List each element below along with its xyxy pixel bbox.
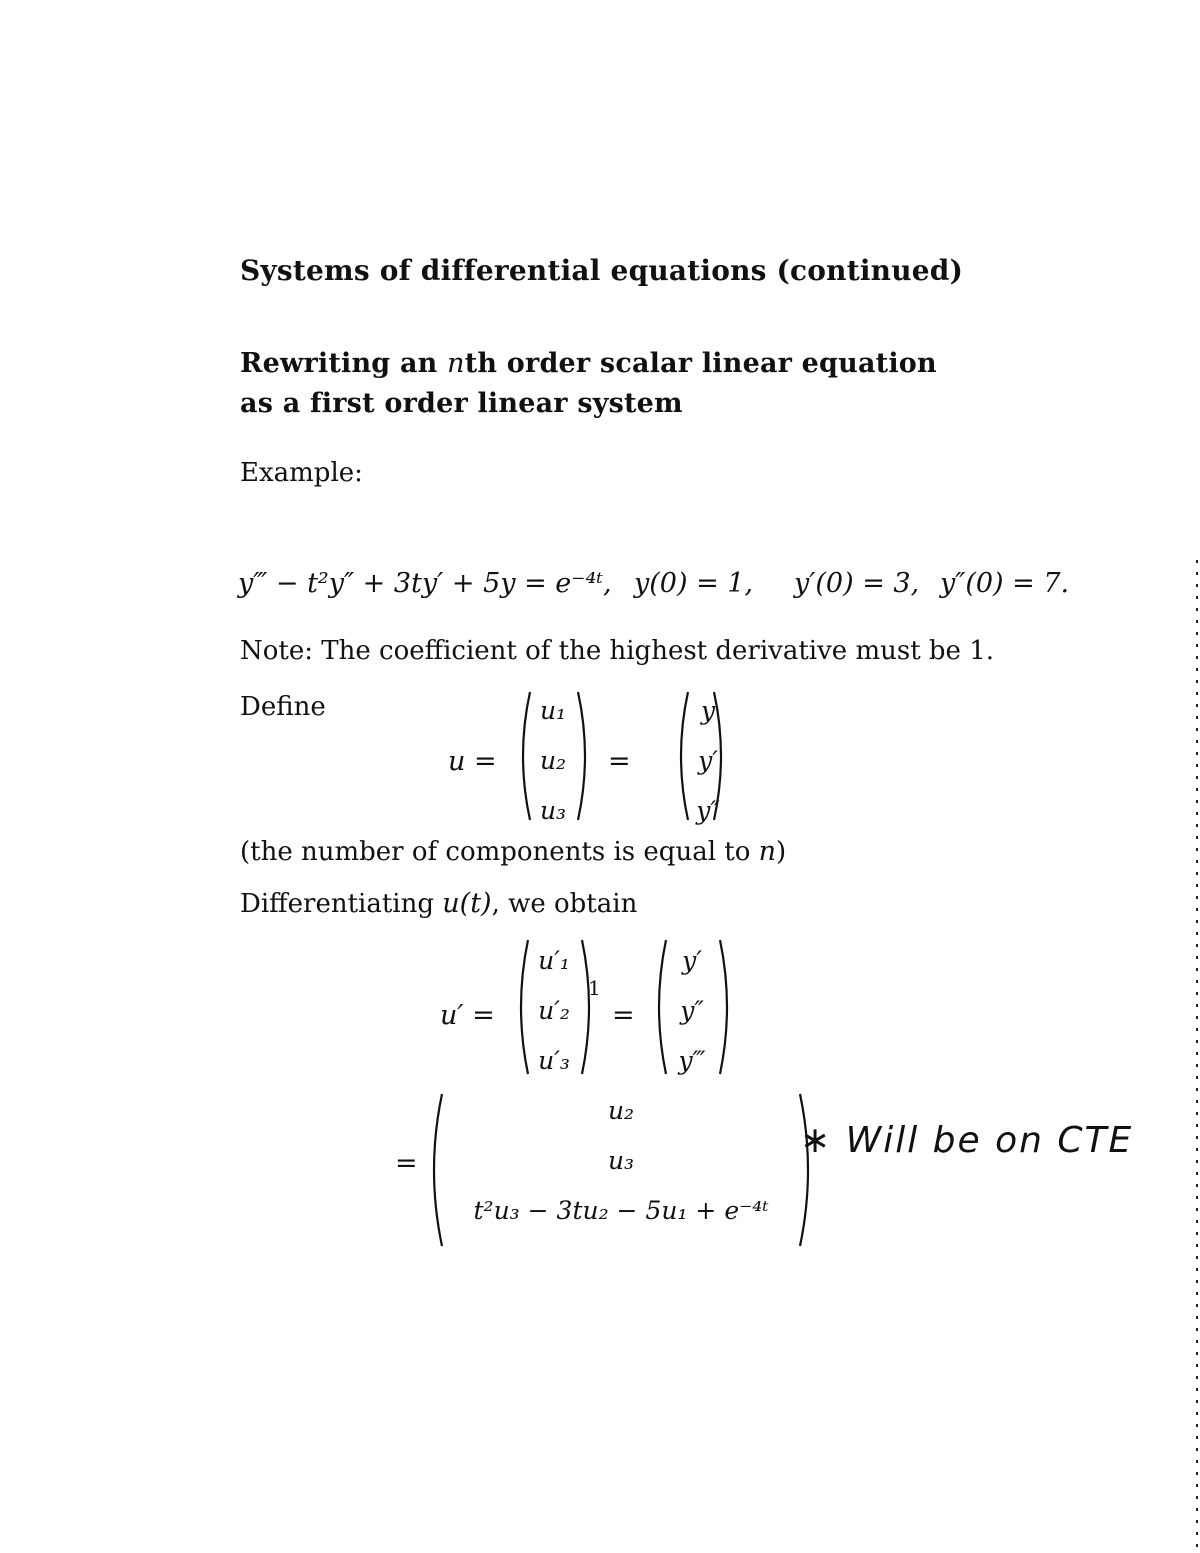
left-paren-icon [424,1092,446,1248]
initial-condition-3: y″(0) = 7. [940,568,1070,599]
define-y: y [700,696,716,725]
define-label: Define [240,692,326,722]
page-title: Systems of differential equations (continued) [240,254,964,287]
system-row-1: u₂ [607,1096,635,1125]
section-heading-line-1 [240,348,937,379]
differentiating-text [240,888,637,919]
right-paren-icon [710,690,730,822]
section-heading-post: th order scalar linear equation [464,348,937,379]
note-text: Note: The coefficient of the highest derivative must be 1. [240,636,995,666]
define-y-prime: y′ [698,746,718,775]
right-paren-icon [574,690,594,822]
right-paren-icon [716,938,736,1076]
derivative-u1-prime: u′₁ [538,946,570,975]
differentiating-var: u(t) [442,888,492,919]
derivative-u3-prime: u′₃ [538,1046,570,1075]
system-eq: = [395,1148,418,1179]
differentiating-post: , we obtain [491,889,638,919]
example-label: Example: [240,458,363,488]
components-note [240,836,786,867]
components-note-pre: (the number of components is equal to [240,837,759,867]
components-note-var: n [758,836,777,867]
derivative-eq: = [612,1000,635,1031]
define-y-double-prime: y″ [696,796,720,825]
handwritten-note: ∗ Will be on CTE [800,1120,1134,1161]
define-eq: = [608,746,631,777]
define-lhs [448,746,497,777]
derivative-lhs [440,1000,495,1031]
define-u2: u₂ [539,746,567,775]
derivative-y-double-prime: y″ [680,996,704,1025]
section-heading-var: n [447,348,465,379]
define-u3: u₃ [539,796,567,825]
section-heading-line-2: as a first order linear system [240,388,683,419]
derivative-y-prime: y′ [682,946,702,975]
components-note-post: ) [776,837,787,867]
define-u1: u₁ [539,696,567,725]
ode-equation: y‴ − t²y″ + 3ty′ + 5y = e⁻⁴ᵗ, [238,568,612,599]
initial-condition-1: y(0) = 1, [634,568,754,599]
page-number: 1 [588,976,601,1000]
section-heading-pre: Rewriting an [240,348,448,379]
initial-condition-2: y′(0) = 3, [794,568,920,599]
differentiating-pre: Differentiating [240,889,443,919]
define-lhs-text: u = [448,746,497,777]
system-row-3: t²u₃ − 3tu₂ − 5u₁ + e⁻⁴ᵗ [473,1196,769,1225]
scan-edge-artifact [1194,560,1200,1553]
right-paren-icon [796,1092,818,1248]
derivative-y-triple-prime: y‴ [678,1046,706,1075]
system-row-2: u₃ [607,1146,635,1175]
right-paren-icon [578,938,598,1076]
derivative-u2-prime: u′₂ [538,996,570,1025]
derivative-lhs-text: u′ = [440,1000,495,1031]
